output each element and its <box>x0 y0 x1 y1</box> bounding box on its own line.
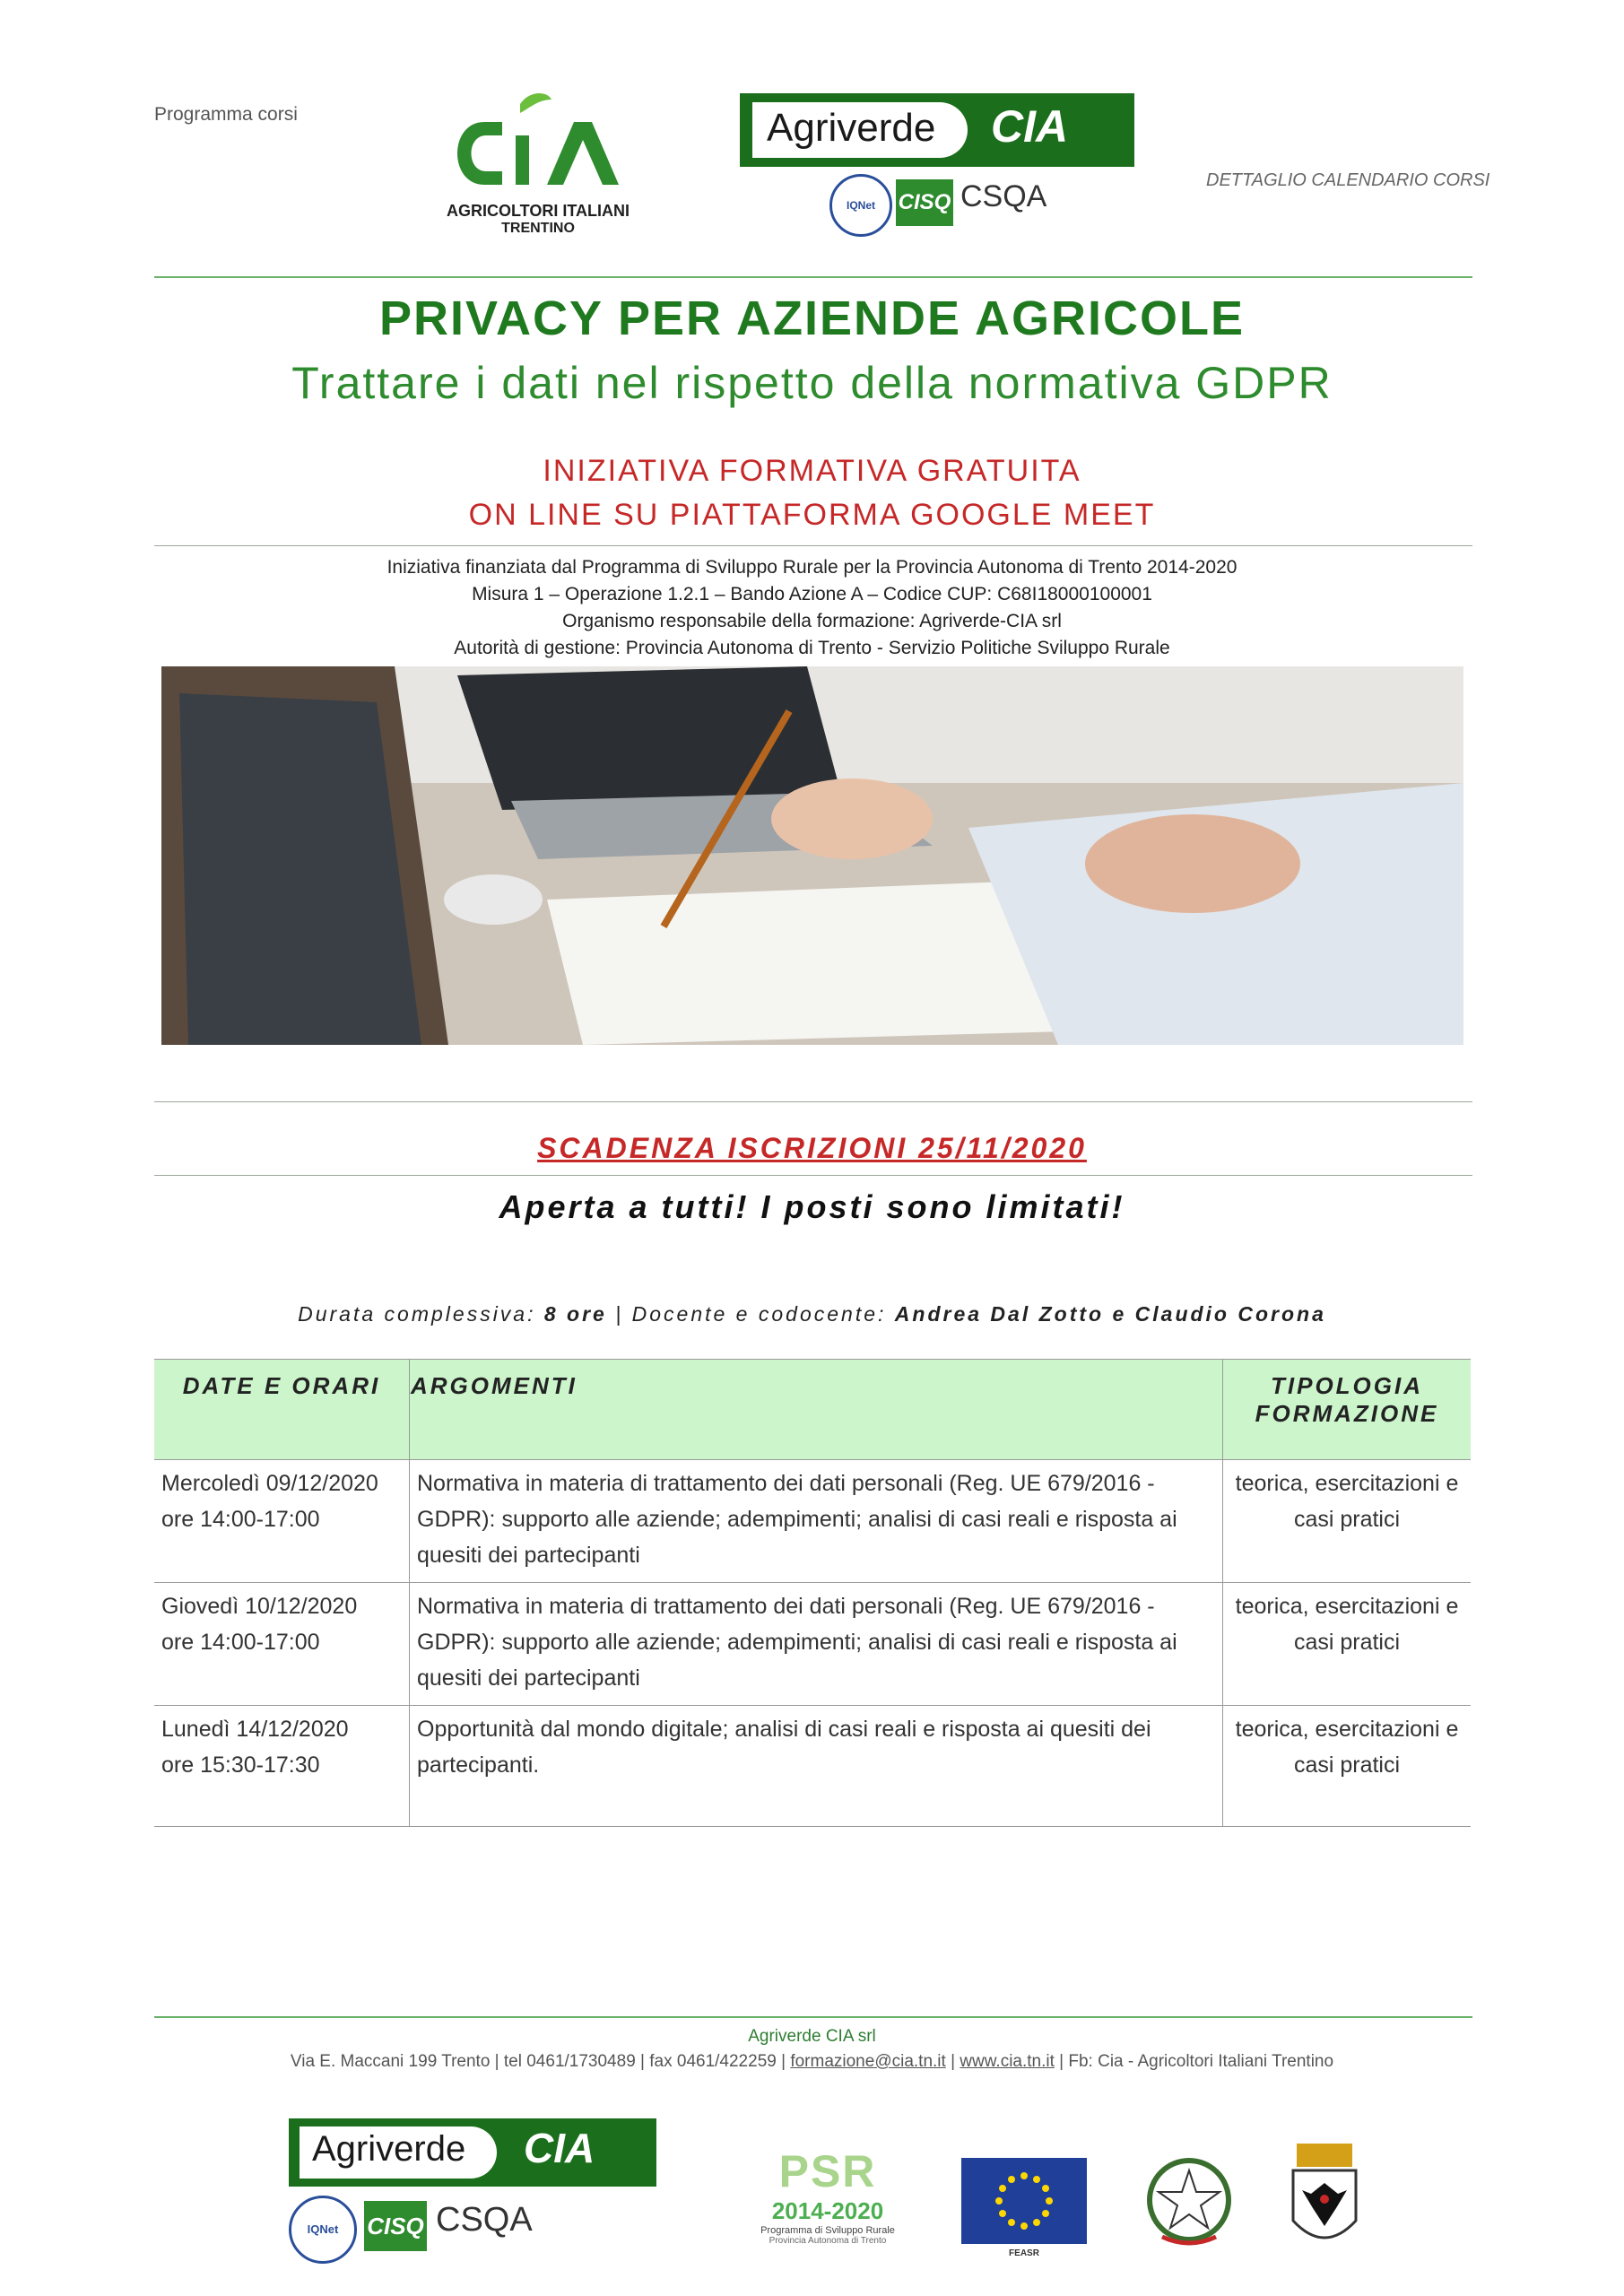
footer-company: Agriverde CIA srl <box>748 2027 876 2046</box>
footer-cisq-badge: CISQ <box>364 2201 427 2251</box>
coat-of-arms-icon <box>1284 2140 1365 2257</box>
iqnet-badge: IQNet <box>829 174 892 237</box>
footer-divider <box>154 2016 1472 2018</box>
teachers-value: Andrea Dal Zotto e Claudio Corona <box>894 1302 1326 1326</box>
eu-flag-logo <box>961 2158 1087 2262</box>
table-row <box>154 1583 1471 1706</box>
photo-divider <box>154 1101 1472 1102</box>
psr-text: PSR <box>778 2146 877 2196</box>
cell-topic: Opportunità dal mondo digitale; analisi di casi reali e risposta ai quesiti dei partecipanti. <box>410 1706 1223 1827</box>
cell-date <box>154 1706 410 1827</box>
cell-date <box>154 1583 410 1706</box>
cell-topic: Normativa in materia di trattamento dei dati personali (Reg. UE 679/2016 - GDPR): supporto alle aziende; adempimenti; analisi di casi reali e risposta ai quesiti dei partecipanti <box>410 1583 1223 1706</box>
session-time: ore 14:00-17:00 <box>161 1630 320 1655</box>
cia-logo-text: AGRICOLTORI ITALIANI <box>447 202 630 220</box>
table-row <box>154 1706 1471 1827</box>
financing-text <box>0 554 1624 662</box>
session-time: ore 15:30-17:30 <box>161 1752 320 1778</box>
details-separator: | <box>615 1302 624 1326</box>
cisq-badge: CISQ <box>896 179 953 226</box>
course-details <box>0 1302 1624 1326</box>
cell-type: teorica, esercitazioni e casi pratici <box>1223 1706 1472 1827</box>
page-title: PRIVACY PER AZIENDE AGRICOLE <box>378 291 1246 345</box>
deadline-divider <box>154 1175 1472 1176</box>
teachers-label: Docente e codocente: <box>631 1302 887 1326</box>
trentino-coat-of-arms <box>1284 2140 1365 2257</box>
deadline-text: SCADENZA ISCRIZIONI 25/11/2020 <box>537 1132 1087 1164</box>
eu-label: FEASR <box>1009 2248 1039 2258</box>
header-right-label: DETTAGLIO CALENDARIO CORSI <box>1206 170 1490 190</box>
column-header-dates: DATE E ORARI <box>154 1360 410 1460</box>
footer-agriverde-logo <box>289 2118 656 2262</box>
footer-separator: | <box>951 2052 956 2071</box>
footer-cia-mark: CIA <box>524 2125 595 2171</box>
duration-value: 8 ore <box>543 1302 607 1326</box>
cia-mark: CIA <box>991 101 1069 152</box>
agriverde-logo <box>740 93 1134 237</box>
initiative-line-2: ON LINE SU PIATTAFORMA GOOGLE MEET <box>468 498 1156 532</box>
table-row <box>154 1460 1471 1583</box>
footer-facebook: | Fb: Cia - Agricoltori Italiani Trentino <box>1059 2052 1334 2071</box>
initiative-line-1: INIZIATIVA FORMATIVA GRATUITA <box>543 454 1081 488</box>
duration-label: Durata complessiva: <box>298 1302 536 1326</box>
psr-years: 2014-2020 <box>771 2197 884 2224</box>
initiative-divider <box>154 545 1472 546</box>
csqa-badge: CSQA <box>960 179 1047 213</box>
session-time: ore 14:00-17:00 <box>161 1507 320 1532</box>
page-subtitle: Trattare i dati nel rispetto della normativa GDPR <box>291 358 1333 408</box>
cell-date <box>154 1460 410 1583</box>
financing-line: Misura 1 – Operazione 1.2.1 – Bando Azione A – Codice CUP: C68I18000100001 <box>472 584 1152 604</box>
psr-logo <box>751 2145 904 2262</box>
republic-emblem-icon <box>1144 2151 1234 2249</box>
eu-flag-icon <box>961 2158 1087 2244</box>
financing-line: Autorità di gestione: Provincia Autonoma di Trento - Servizio Politiche Sviluppo Rurale <box>454 638 1170 658</box>
session-date: Mercoledì 09/12/2020 <box>161 1471 378 1496</box>
financing-line: Organismo responsabile della formazione: Agriverde-CIA srl <box>562 611 1062 631</box>
footer-csqa-badge: CSQA <box>436 2201 533 2239</box>
agriverde-text: Agriverde <box>767 106 936 150</box>
cell-type: teorica, esercitazioni e casi pratici <box>1223 1460 1472 1583</box>
psr-subtitle: Programma di Sviluppo Rurale <box>760 2225 895 2236</box>
cia-logo-sub: TRENTINO <box>501 221 575 236</box>
open-text: Aperta a tutti! I posti sono limitati! <box>499 1188 1125 1225</box>
header-left-label: Programma corsi <box>154 104 298 125</box>
financing-line: Iniziativa finanziata dal Programma di Sviluppo Rurale per la Provincia Autonoma di Trento 2014-2020 <box>386 557 1238 578</box>
hero-photo <box>161 666 1463 1045</box>
cell-type: teorica, esercitazioni e casi pratici <box>1223 1583 1472 1706</box>
footer-address: Via E. Maccani 199 Trento | tel 0461/1730489 | fax 0461/422259 | <box>290 2052 786 2071</box>
header-divider <box>154 276 1472 278</box>
column-header-topics: ARGOMENTI <box>410 1360 1223 1460</box>
table-header-row <box>154 1360 1471 1460</box>
session-date: Lunedì 14/12/2020 <box>161 1717 349 1742</box>
footer-contacts <box>0 2052 1624 2072</box>
cia-logo-mark <box>430 86 646 194</box>
footer-agriverde-text: Agriverde <box>312 2129 466 2169</box>
footer-email-link[interactable]: formazione@cia.tn.it <box>790 2052 946 2071</box>
session-date: Giovedì 10/12/2020 <box>161 1594 358 1619</box>
schedule-table <box>154 1359 1471 1827</box>
italian-republic-emblem <box>1144 2151 1234 2249</box>
column-header-type: TIPOLOGIA FORMAZIONE <box>1223 1360 1472 1460</box>
psr-subtitle-2: Provincia Autonoma di Trento <box>769 2236 887 2246</box>
cell-topic: Normativa in materia di trattamento dei dati personali (Reg. UE 679/2016 - GDPR): supporto alle aziende; adempimenti; analisi di casi reali e risposta ai quesiti dei partecipanti <box>410 1460 1223 1583</box>
cia-logo <box>430 86 646 239</box>
hero-photo-illustration <box>161 666 1463 1045</box>
footer-web-link[interactable]: www.cia.tn.it <box>960 2052 1055 2071</box>
footer-iqnet-badge: IQNet <box>289 2196 357 2264</box>
